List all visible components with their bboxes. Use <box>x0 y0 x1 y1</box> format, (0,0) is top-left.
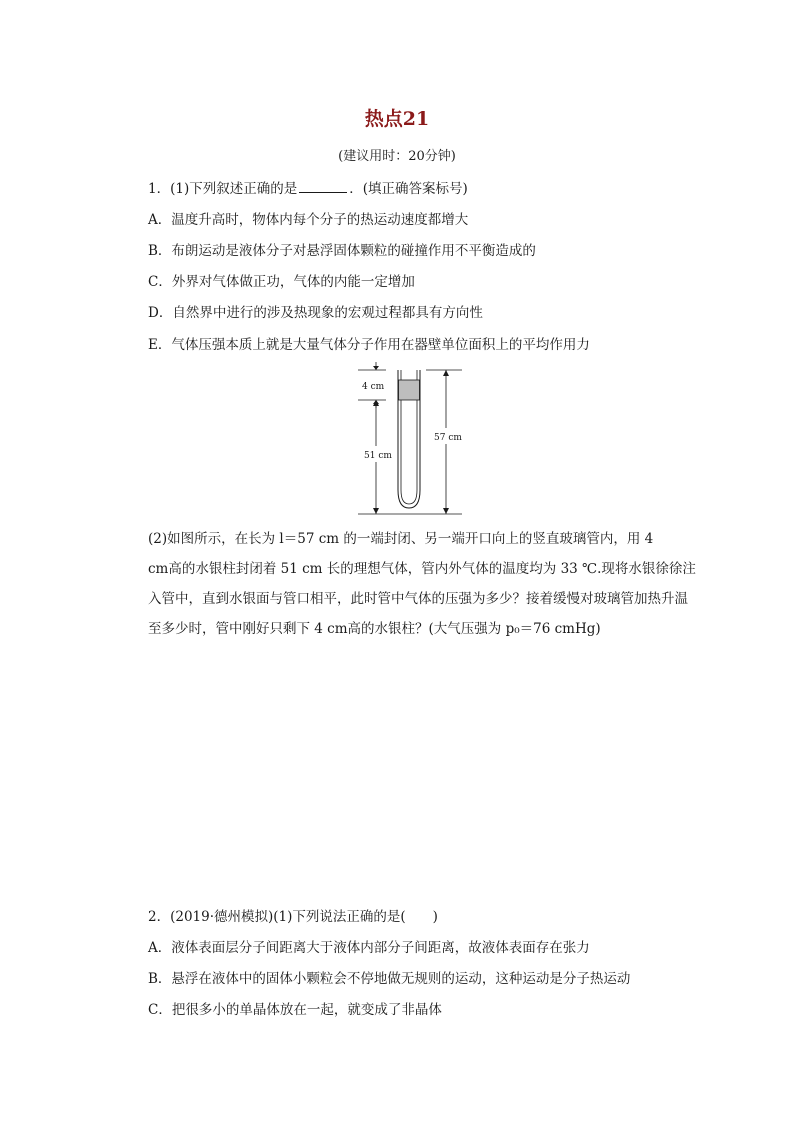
q1-stem <box>148 177 468 197</box>
q1-part2-line-2: cm高的水银柱封闭着 51 cm 长的理想气体，管内外气体的温度均为 33 ℃.现将水银徐徐注 <box>148 561 696 577</box>
q1-option-d: D．自然界中进行的涉及热现象的宏观过程都具有方向性 <box>148 305 483 321</box>
q1-option-b: B．布朗运动是液体分子对悬浮固体颗粒的碰撞作用不平衡造成的 <box>148 243 536 259</box>
q2-option-a: A．液体表面层分子间距离大于液体内部分子间距离，故液体表面存在张力 <box>148 940 590 956</box>
tube-diagram <box>354 362 470 520</box>
q1-option-e: E．气体压强本质上就是大量气体分子作用在器壁单位面积上的平均作用力 <box>148 337 590 353</box>
q1-part2 <box>148 524 696 644</box>
q1-part2-line-1: (2)如图所示，在长为 l＝57 cm 的一端封闭、另一端开口向上的竖直玻璃管内，用 4 <box>148 531 654 547</box>
q1-option-a: A．温度升高时，物体内每个分子的热运动速度都增大 <box>148 212 469 228</box>
page-title: 热点21 <box>364 108 430 130</box>
mercury-column <box>399 380 420 400</box>
label-57cm: 57 cm <box>434 433 462 443</box>
answer-blank[interactable] <box>299 180 347 193</box>
q2-option-c: C．把很多小的单晶体放在一起，就变成了非晶体 <box>148 1002 442 1018</box>
glass-tube-figure <box>354 362 470 524</box>
q2-option-b: B．悬浮在液体中的固体小颗粒会不停地做无规则的运动，这种运动是分子热运动 <box>148 971 631 987</box>
q1-stem-suffix: ．(填正确答案标号) <box>349 181 468 197</box>
q1-option-c: C．外界对气体做正功，气体的内能一定增加 <box>148 274 415 290</box>
q1-part2-line-4: 至多少时，管中刚好只剩下 4 cm高的水银柱？(大气压强为 p₀＝76 cmHg) <box>148 621 601 637</box>
time-suggestion: (建议用时：20分钟) <box>338 149 456 164</box>
label-51cm: 51 cm <box>364 451 392 461</box>
q2-stem: 2．(2019·德州模拟)(1)下列说法正确的是( ) <box>148 909 438 925</box>
q1-part2-line-3: 入管中，直到水银面与管口相平，此时管中气体的压强为多少？接着缓慢对玻璃管加热升温 <box>148 591 688 607</box>
label-4cm: 4 cm <box>362 382 385 392</box>
q1-stem-text: 1．(1)下列叙述正确的是 <box>148 181 298 197</box>
